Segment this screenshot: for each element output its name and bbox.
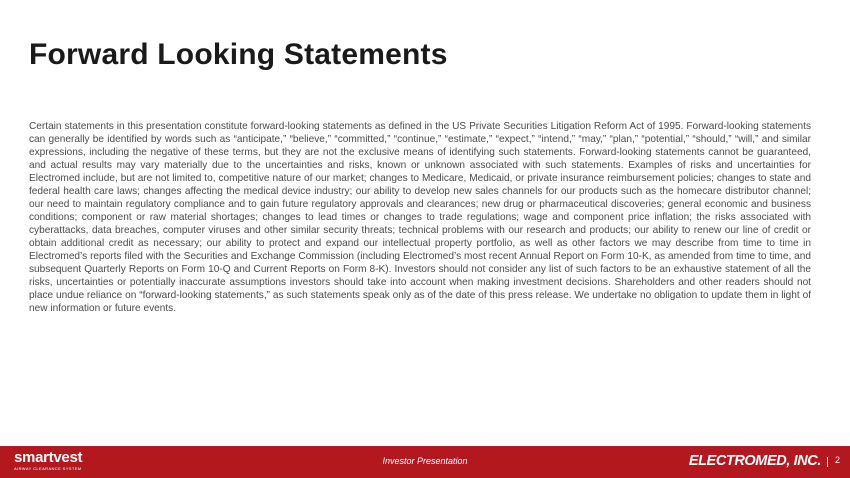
- footer-divider: [827, 457, 828, 467]
- slide-title: Forward Looking Statements: [29, 38, 448, 71]
- footer-presentation-label: Investor Presentation: [382, 456, 468, 466]
- footer-bar: [0, 446, 850, 478]
- page-number: 2: [834, 455, 840, 465]
- disclaimer-paragraph: Certain statements in this presentation constitute forward-looking statements as defined in the US Private Securities Litigation Reform Act of 1995. Forward-looking statements can generally be identified by words such as “anticipate,” “believe,” “committed,” “continue,” “estimate,” “expect,” “intend,” “may,” “plan,” “potential,” “should,” “will,” and similar expressions, including the negative of these terms, but they are not the exclusive means of identifying such statements. Forward-looking statements cannot be guaranteed, and actual results may vary materially due to the uncertainties and risks, known or unknown associated with such statements. Examples of risks and uncertainties for Electromed include, but are not limited to, competitive nature of our market; changes to Medicare, Medicaid, or private insurance reimbursement policies; changes to state and federal health care laws; changes affecting the medical device industry; our ability to develop new sales channels for our products such as the homecare distributor channel; our need to maintain regulatory compliance and to gain future regulatory approvals and clearances; new drug or pharmaceutical discoveries; general economic and business conditions; component or raw material shortages; changes to lead times or changes to trade regulations; wage and component price inflation; the risks associated with cyberattacks, data breaches, computer viruses and other similar security threats; technical problems with our research and products; our ability to renew our line of credit or obtain additional credit as necessary; our ability to protect and expand our intellectual property portfolio, as well as other factors we may describe from time to time in Electromed’s reports filed with the Securities and Exchange Commission (including Electromed’s most recent Annual Report on Form 10-K, as amended from time to time, and subsequent Quarterly Reports on Form 10-Q and Current Reports on Form 8-K). Investors should not consider any list of such factors to be an exhaustive statement of all the risks, uncertainties or potentially inaccurate assumptions investors should take into account when making investment decisions. Shareholders and other readers should not place undue reliance on “forward-looking statements,” as such statements speak only as of the date of this press release. We undertake no obligation to update them in light of new information or future events.: [29, 121, 811, 314]
- brand-tagline: AIRWAY CLEARANCE SYSTEM: [14, 466, 82, 471]
- electromed-logo: ELECTROMED, INC.: [688, 453, 821, 469]
- brand-name: smartvest: [14, 449, 83, 466]
